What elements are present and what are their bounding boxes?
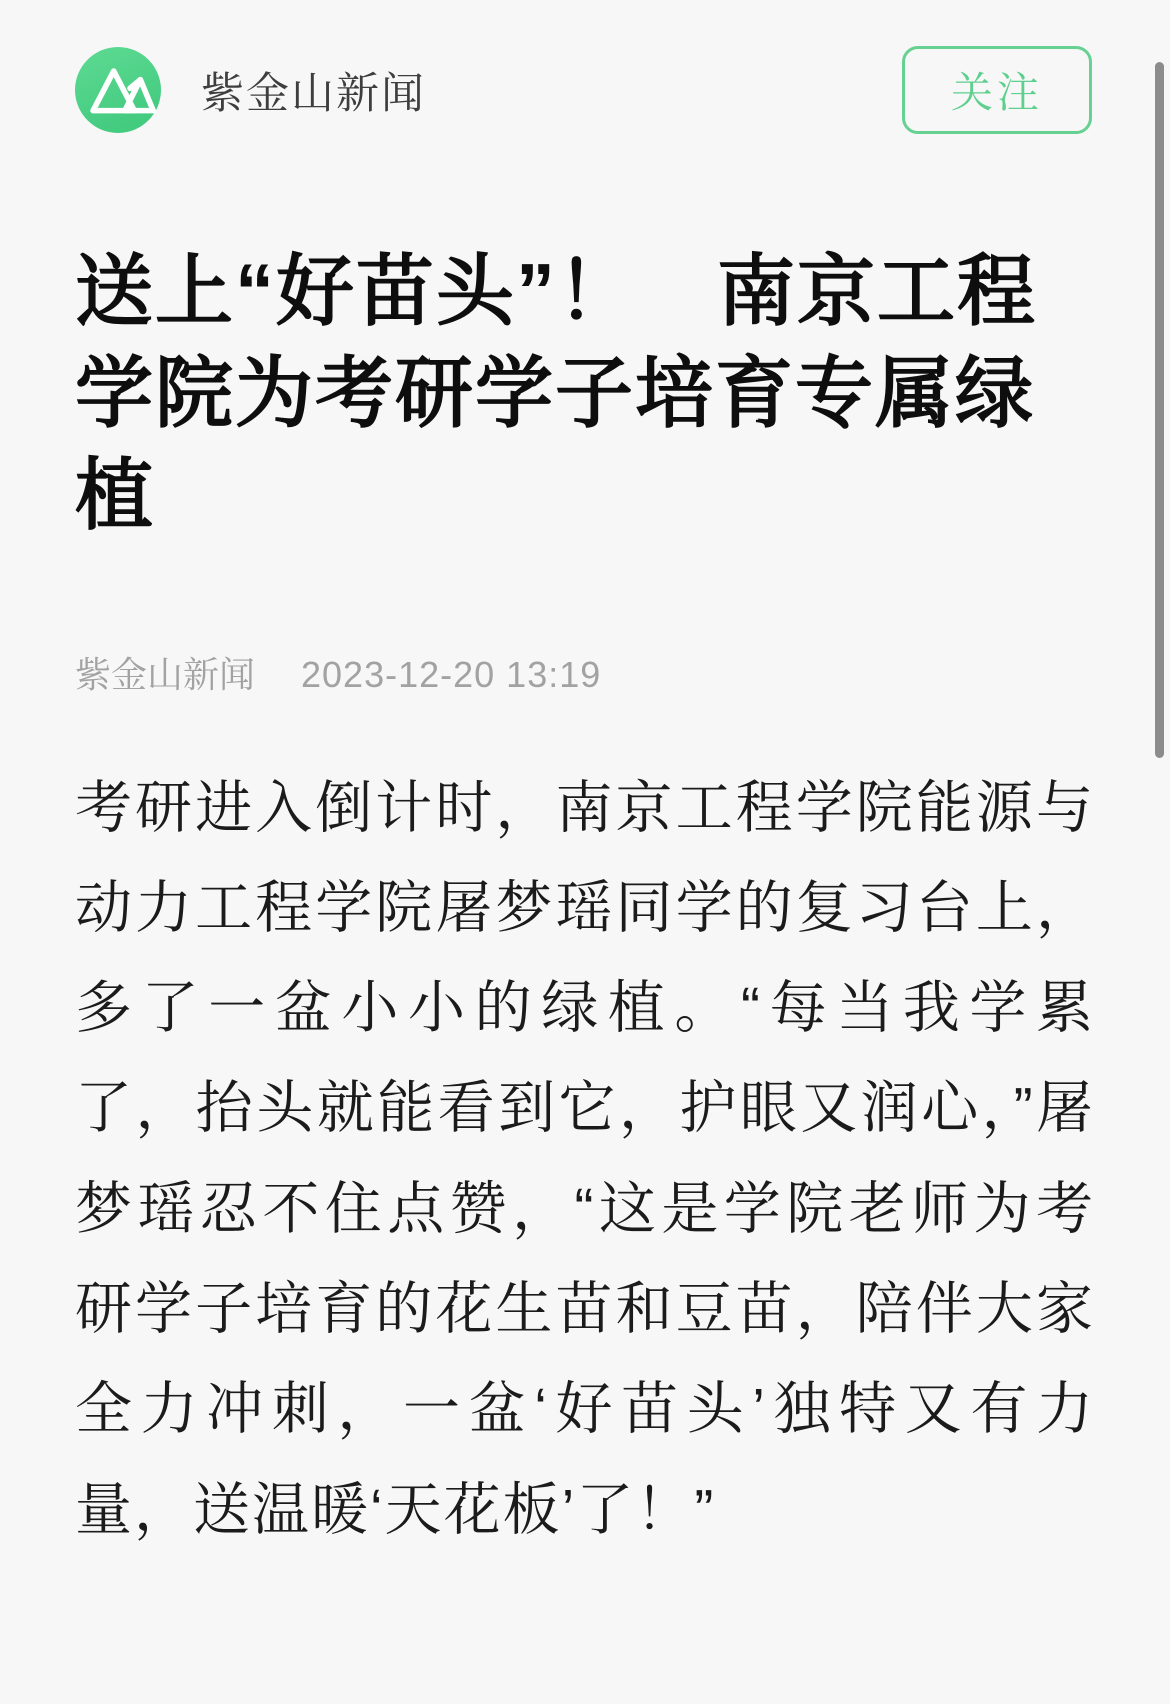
article-title: 送上“好苗头”！ 南京工程学院为考研学子培育专属绿植	[75, 247, 1038, 540]
byline	[75, 647, 1095, 698]
header	[75, 46, 1095, 134]
byline-source: 紫金山新闻	[75, 653, 256, 695]
byline-timestamp: 2023-12-20 13:19	[301, 653, 602, 695]
publisher[interactable]	[75, 47, 426, 133]
follow-button[interactable]: 关注	[902, 46, 1092, 134]
scrollbar-thumb[interactable]	[1155, 62, 1164, 758]
mountain-peaks-icon	[75, 47, 161, 133]
publisher-name: 紫金山新闻	[201, 69, 426, 118]
article-body: 考研进入倒计时，南京工程学院能源与动力工程学院屠梦瑶同学的复习台上，多了一盆小小的绿植。“每当我学累了，抬头就能看到它，护眼又润心，”屠梦瑶忍不住点赞，“这是学院老师为考研学子培育的花生苗和豆苗，陪伴大家全力冲刺，一盆‘好苗头’独特又有力量，送温暖‘天花板’了！”	[75, 775, 1095, 1542]
